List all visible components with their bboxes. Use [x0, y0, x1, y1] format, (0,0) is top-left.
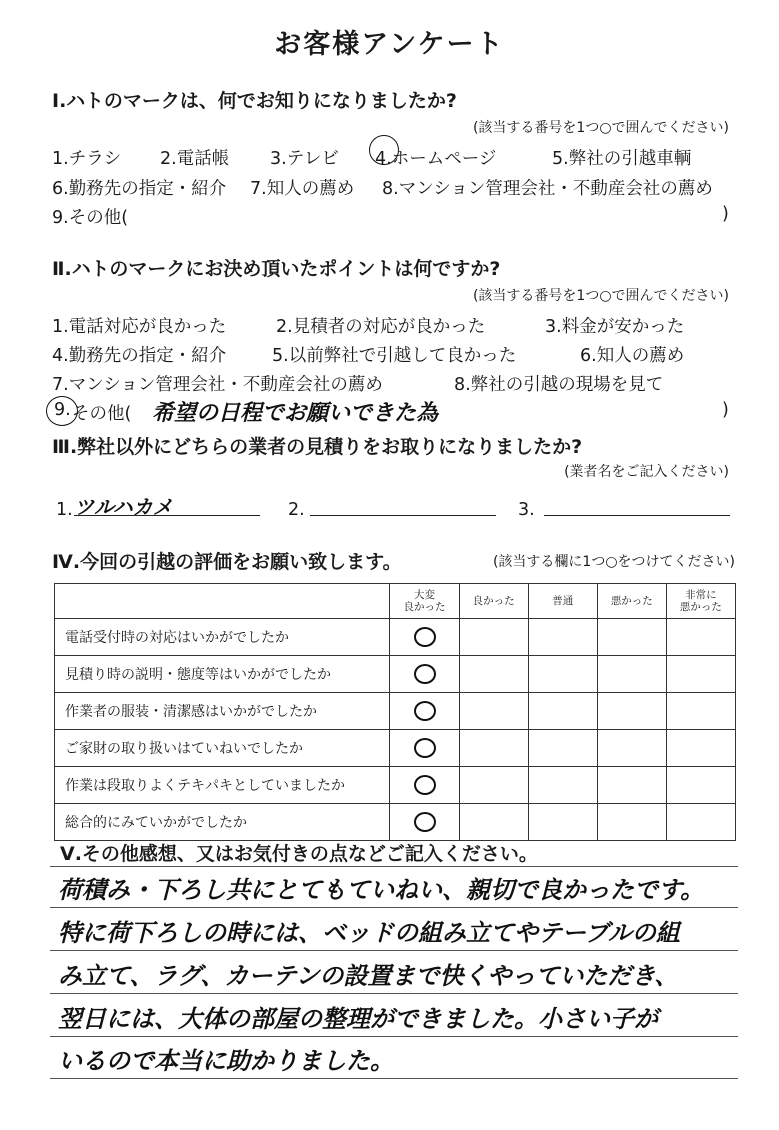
- evaluation-cell[interactable]: [528, 619, 597, 656]
- comment-rule-4: [50, 993, 738, 994]
- q2-option-9-number[interactable]: 9.: [54, 400, 71, 420]
- evaluation-row: [55, 730, 736, 767]
- circle-mark-icon: [414, 701, 436, 721]
- evaluation-cell[interactable]: [528, 693, 597, 730]
- evaluation-question: 電話受付時の対応はいかがでしたか: [55, 619, 390, 656]
- evaluation-cell[interactable]: [528, 730, 597, 767]
- q1-option-3[interactable]: 3.テレビ: [270, 149, 339, 169]
- evaluation-cell[interactable]: [597, 619, 666, 656]
- evaluation-cell[interactable]: [597, 656, 666, 693]
- q2-note: (該当する番号を1つ○で囲んでください): [472, 288, 729, 304]
- evaluation-cell[interactable]: [459, 767, 528, 804]
- q1-option-2[interactable]: 2.電話帳: [160, 149, 230, 169]
- q2-option-8[interactable]: 8.弊社の引越の現場を見て: [454, 375, 664, 395]
- evaluation-row: [55, 804, 736, 841]
- q2-option-5[interactable]: 5.以前弊社で引越して良かった: [272, 346, 517, 366]
- evaluation-cell[interactable]: [528, 804, 597, 841]
- q3-number-3: 3.: [518, 500, 535, 520]
- evaluation-cell[interactable]: [666, 804, 735, 841]
- evaluation-cell[interactable]: [666, 730, 735, 767]
- comment-line-5: いるので本当に助かりました。: [58, 1046, 394, 1075]
- circle-mark-icon: [414, 627, 436, 647]
- q1-option-6[interactable]: 6.勤務先の指定・紹介: [52, 179, 227, 199]
- q2-option-9-label[interactable]: その他(: [72, 404, 132, 424]
- evaluation-row: [55, 656, 736, 693]
- evaluation-question: ご家財の取り扱いはていねいでしたか: [55, 730, 390, 767]
- q1-heading: Ⅰ.ハトのマークは、何でお知りになりましたか?: [52, 90, 457, 112]
- evaluation-cell[interactable]: [528, 656, 597, 693]
- evaluation-cell[interactable]: [459, 656, 528, 693]
- q1-option-7[interactable]: 7.知人の薦め: [250, 179, 355, 199]
- evaluation-row: [55, 767, 736, 804]
- q3-note: (業者名をご記入ください): [564, 464, 729, 480]
- comment-rule-6: [50, 1078, 738, 1079]
- evaluation-cell[interactable]: [390, 730, 459, 767]
- q2-option-1[interactable]: 1.電話対応が良かった: [52, 317, 227, 337]
- q2-option-4[interactable]: 4.勤務先の指定・紹介: [52, 346, 227, 366]
- q2-heading: Ⅱ.ハトのマークにお決め頂いたポイントは何ですか?: [52, 258, 501, 280]
- evaluation-row: [55, 693, 736, 730]
- evaluation-cell[interactable]: [597, 767, 666, 804]
- circle-mark-icon: [414, 775, 436, 795]
- q2-option-2[interactable]: 2.見積者の対応が良かった: [276, 317, 486, 337]
- q1-option-9[interactable]: 9.その他(: [52, 208, 129, 228]
- evaluation-cell[interactable]: [597, 730, 666, 767]
- evaluation-cell[interactable]: [597, 804, 666, 841]
- evaluation-cell[interactable]: [390, 693, 459, 730]
- column-very-good: 大変 良かった: [390, 584, 459, 619]
- evaluation-cell[interactable]: [390, 804, 459, 841]
- evaluation-cell[interactable]: [666, 619, 735, 656]
- evaluation-header-blank: [55, 584, 390, 619]
- comment-rule-5: [50, 1036, 738, 1037]
- q2-option-3[interactable]: 3.料金が安かった: [545, 317, 685, 337]
- evaluation-cell[interactable]: [666, 656, 735, 693]
- evaluation-cell[interactable]: [459, 730, 528, 767]
- comment-line-2: 特に荷下ろしの時には、ベッドの組み立てやテーブルの組: [58, 918, 680, 947]
- evaluation-header-row: [55, 584, 736, 619]
- evaluation-cell[interactable]: [390, 619, 459, 656]
- q2-other-close: ): [722, 400, 729, 420]
- q1-option-5[interactable]: 5.弊社の引越車輌: [552, 149, 692, 169]
- evaluation-cell[interactable]: [666, 767, 735, 804]
- evaluation-cell[interactable]: [459, 619, 528, 656]
- comment-line-3: み立て、ラグ、カーテンの設置まで快くやっていただき、: [58, 961, 679, 990]
- comment-rule-3: [50, 950, 738, 951]
- q1-note: (該当する番号を1つ○で囲んでください): [472, 120, 729, 136]
- q1-option-1[interactable]: 1.チラシ: [52, 149, 122, 169]
- q1-option-8[interactable]: 8.マンション管理会社・不動産会社の薦め: [382, 179, 713, 199]
- column-very-bad: 非常に 悪かった: [666, 584, 735, 619]
- evaluation-cell[interactable]: [528, 767, 597, 804]
- circle-mark-icon: [414, 812, 436, 832]
- evaluation-cell[interactable]: [459, 804, 528, 841]
- comment-line-4: 翌日には、大体の部屋の整理ができました。小さい子が: [58, 1004, 658, 1033]
- q3-number-2: 2.: [288, 500, 305, 520]
- page-title: お客様アンケート: [274, 29, 505, 60]
- evaluation-question: 作業者の服装・清潔感はいかがでしたか: [55, 693, 390, 730]
- evaluation-cell[interactable]: [390, 767, 459, 804]
- q3-field-1[interactable]: [74, 491, 260, 519]
- q4-note: (該当する欄に1つ○をつけてください): [492, 554, 735, 570]
- evaluation-row: [55, 619, 736, 656]
- q2-option-7[interactable]: 7.マンション管理会社・不動産会社の薦め: [52, 375, 383, 395]
- circle-mark-icon: [414, 664, 436, 684]
- q3-field-3[interactable]: [544, 491, 730, 516]
- column-average: 普通: [528, 584, 597, 619]
- evaluation-question: 見積り時の説明・態度等はいかがでしたか: [55, 656, 390, 693]
- evaluation-cell[interactable]: [459, 693, 528, 730]
- q4-heading: Ⅳ.今回の引越の評価をお願い致します。: [52, 551, 402, 573]
- q5-heading: Ⅴ.その他感想、又はお気付きの点などご記入ください。: [60, 843, 538, 865]
- evaluation-question: 総合的にみていかがでしたか: [55, 804, 390, 841]
- q3-field-2[interactable]: [310, 491, 496, 516]
- q1-other-close: ): [722, 204, 729, 224]
- q2-option-6[interactable]: 6.知人の薦め: [580, 346, 685, 366]
- column-good: 良かった: [459, 584, 528, 619]
- evaluation-cell[interactable]: [666, 693, 735, 730]
- evaluation-cell[interactable]: [597, 693, 666, 730]
- q3-heading: Ⅲ.弊社以外にどちらの業者の見積りをお取りになりましたか?: [52, 436, 583, 458]
- q3-number-1: 1.: [56, 500, 73, 520]
- evaluation-table: [54, 583, 736, 841]
- comment-line-1: 荷積み・下ろし共にとてもていねい、親切で良かったです。: [58, 875, 705, 904]
- column-bad: 悪かった: [597, 584, 666, 619]
- q1-option-4[interactable]: 4.ホームページ: [375, 149, 497, 169]
- evaluation-cell[interactable]: [390, 656, 459, 693]
- circle-mark-icon: [414, 738, 436, 758]
- q3-answer-1: ツルハカメ: [74, 495, 173, 519]
- q2-other-answer: 希望の日程でお願いできた為: [152, 400, 439, 426]
- comment-rule-1: [50, 866, 738, 867]
- comment-rule-2: [50, 907, 738, 908]
- evaluation-question: 作業は段取りよくテキパキとしていましたか: [55, 767, 390, 804]
